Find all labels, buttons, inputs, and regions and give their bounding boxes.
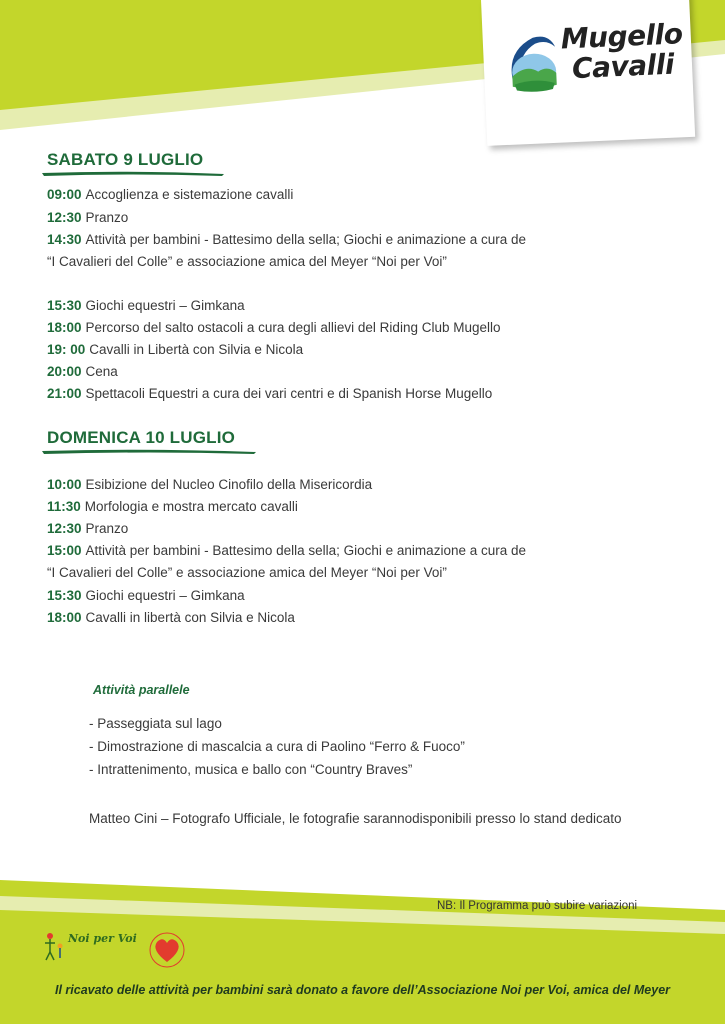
schedule-line: 18:00 Cavalli in libertà con Silvia e Nicola <box>47 610 295 625</box>
schedule-line: 15:30 Giochi equestri – Gimkana <box>47 298 245 313</box>
logo-wordmark <box>560 19 684 84</box>
sunday-underline <box>42 448 256 454</box>
schedule-line: 20:00 Cena <box>47 364 118 379</box>
schedule-line: 14:30 Attività per bambini - Battesimo della sella; Giochi e animazione a cura de <box>47 232 527 247</box>
footer-donation-note: Il ricavato delle attività per bambini sarà donato a favore dell’Associazione Noi per Voi, amica del Meyer <box>54 983 671 997</box>
sponsor-heart-logo <box>145 930 189 970</box>
schedule-line-continued: “I Cavalieri del Colle” e associazione amica del Meyer “Noi per Voi” <box>47 254 447 269</box>
saturday-underline <box>42 170 224 176</box>
schedule-line: 12:30 Pranzo <box>47 210 129 225</box>
saturday-title: SABATO 9 LUGLIO <box>47 150 204 169</box>
logo-line2: Cavalli <box>571 47 675 86</box>
parallel-activity-item: - Dimostrazione di mascalcia a cura di Paolino “Ferro & Fuoco” <box>89 739 465 754</box>
schedule-line: 10:00 Esibizione del Nucleo Cinofilo della Misericordia <box>47 477 373 492</box>
schedule-line: 09:00 Accoglienza e sistemazione cavalli <box>47 187 294 202</box>
logo-card <box>481 0 695 146</box>
schedule-line: 18:00 Percorso del salto ostacoli a cura degli allievi del Riding Club Mugello <box>47 320 501 335</box>
photographer-note: Matteo Cini – Fotografo Ufficiale, le fotografie sarannodisponibili presso lo stand dedicato <box>89 811 622 826</box>
parallel-activity-item: - Passeggiata sul lago <box>89 716 222 731</box>
parallel-activity-item: - Intrattenimento, musica e ballo con “Country Braves” <box>89 762 413 777</box>
parallel-activities-title: Attività parallele <box>93 683 190 697</box>
sunday-title: DOMENICA 10 LUGLIO <box>47 428 236 447</box>
logo-line1: Mugello <box>560 17 684 56</box>
sponsor-name: Noi per Voi <box>68 932 137 945</box>
schedule-line: 19: 00 Cavalli in Libertà con Silvia e Nicola <box>47 342 304 357</box>
schedule-line: 21:00 Spettacoli Equestri a cura dei vari centri e di Spanish Horse Mugello <box>47 386 493 401</box>
schedule-line: 15:30 Giochi equestri – Gimkana <box>47 588 245 603</box>
schedule-line: 12:30 Pranzo <box>47 521 129 536</box>
program-variation-note: NB: Il Programma può subire variazioni <box>437 900 638 912</box>
schedule-line: 15:00 Attività per bambini - Battesimo della sella; Giochi e animazione a cura de <box>47 543 527 558</box>
schedule-line-continued: “I Cavalieri del Colle” e associazione amica del Meyer “Noi per Voi” <box>47 565 447 580</box>
schedule-line: 11:30 Morfologia e mostra mercato cavalli <box>47 499 298 514</box>
horse-logo-icon <box>502 25 563 97</box>
